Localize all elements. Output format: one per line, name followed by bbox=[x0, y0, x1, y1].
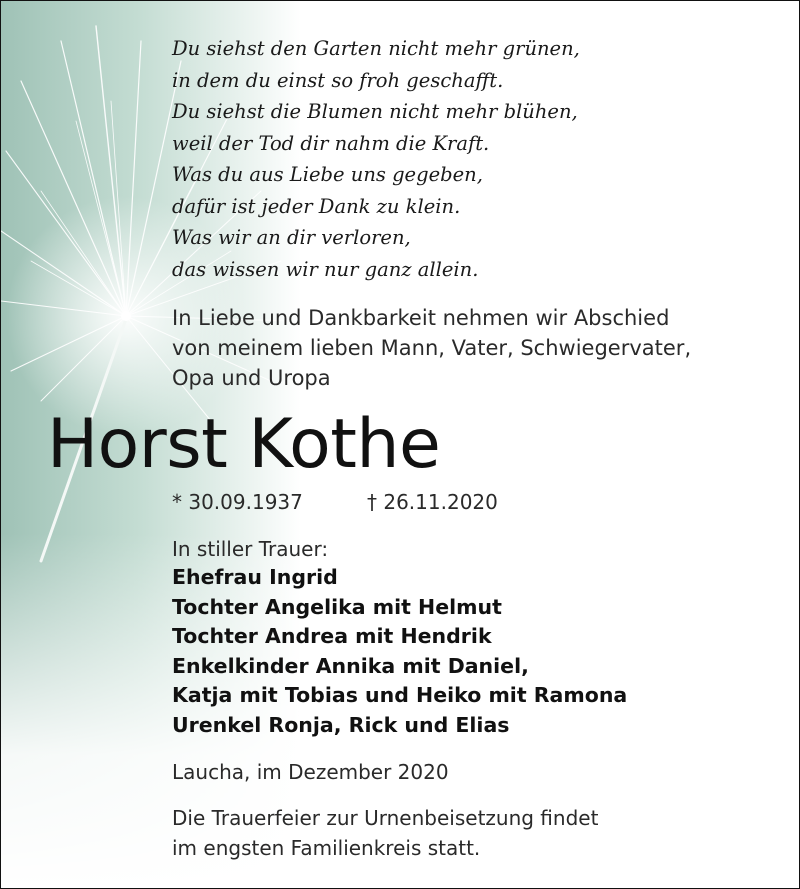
mourning-label: In stiller Trauer: bbox=[172, 537, 329, 561]
birth-date: * 30.09.1937 bbox=[172, 490, 303, 514]
poem-line: in dem du einst so froh geschafft. bbox=[172, 68, 504, 92]
poem-line: Du siehst die Blumen nicht mehr blühen, bbox=[172, 100, 578, 123]
mourner-entry: Ehefrau Ingrid bbox=[172, 565, 338, 589]
deceased-name: Horst Kothe bbox=[47, 405, 441, 484]
funeral-line: im engsten Familienkreis statt. bbox=[172, 836, 481, 860]
mourner-entry: Katja mit Tobias und Heiko mit Ramona bbox=[172, 683, 628, 707]
poem-line: Du siehst den Garten nicht mehr grünen, bbox=[172, 37, 580, 60]
poem-line: dafür ist jeder Dank zu klein. bbox=[172, 194, 461, 218]
memorial-poem bbox=[172, 33, 580, 285]
poem-line: Was du aus Liebe uns gegeben, bbox=[172, 163, 483, 186]
mourner-entry: Tochter Angelika mit Helmut bbox=[172, 594, 502, 619]
mourner-entry: Enkelkinder Annika mit Daniel, bbox=[172, 653, 529, 678]
intro-line: In Liebe und Dankbarkeit nehmen wir Abschied bbox=[172, 306, 670, 330]
funeral-notice bbox=[172, 803, 598, 863]
funeral-line: Die Trauerfeier zur Urnenbeisetzung findet bbox=[172, 806, 599, 830]
intro-line: von meinem lieben Mann, Vater, Schwiegervater, bbox=[172, 336, 692, 360]
poem-line: weil der Tod dir nahm die Kraft. bbox=[172, 131, 490, 155]
place-and-date: Laucha, im Dezember 2020 bbox=[172, 760, 449, 784]
poem-line: Was wir an dir verloren, bbox=[172, 226, 411, 249]
death-date: † 26.11.2020 bbox=[367, 490, 498, 514]
mourners-list bbox=[172, 563, 627, 740]
farewell-intro bbox=[172, 303, 691, 393]
intro-line: Opa und Uropa bbox=[172, 366, 331, 390]
mourner-entry: Tochter Andrea mit Hendrik bbox=[172, 624, 492, 648]
mourner-entry: Urenkel Ronja, Rick und Elias bbox=[172, 712, 510, 737]
poem-line: das wissen wir nur ganz allein. bbox=[172, 257, 479, 281]
life-dates bbox=[172, 487, 498, 517]
